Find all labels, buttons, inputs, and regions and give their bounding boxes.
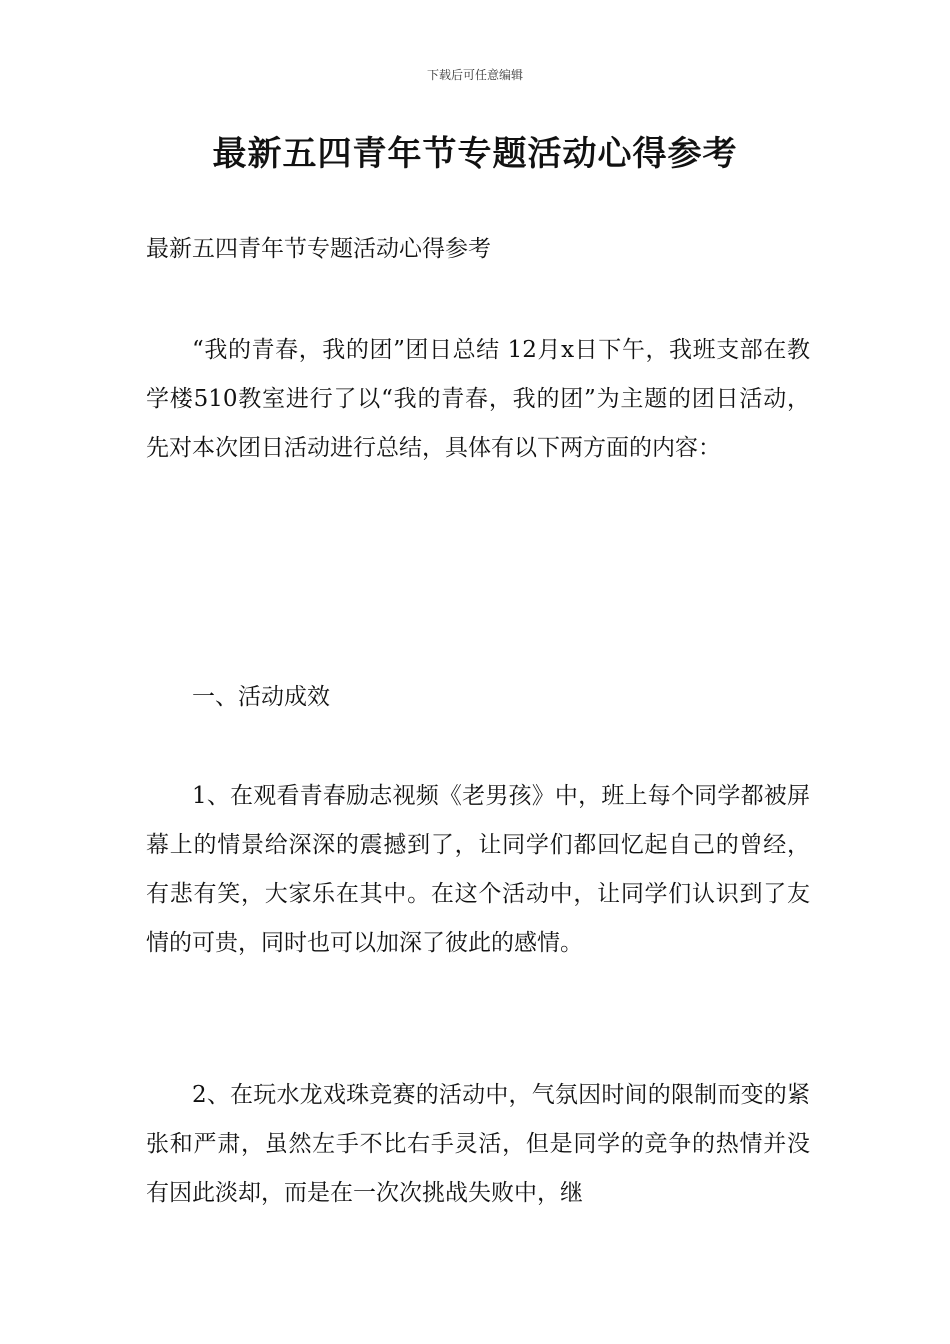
paragraph-intro: “我的青春，我的团”团日总结 12月x日下午，我班支部在教学楼510教室进行了以“我的青春，我的团”为主题的团日活动，先对本次团日活动进行总结，具体有以下两方面的内容： [146,337,810,461]
section-heading-results: 一、活动成效 [192,684,330,710]
document-title: 最新五四青年节专题活动心得参考 [212,134,738,174]
paragraph-item-2: 2、在玩水龙戏珠竞赛的活动中，气氛因时间的限制而变的紧张和严肃，虽然左手不比右手灵活，但是同学的竞争的热情并没有因此淡却，而是在一次次挑战失败中，继 [146,1082,810,1206]
paragraph-item-1: 1、在观看青春励志视频《老男孩》中，班上每个同学都被屏幕上的情景给深深的震撼到了，让同学们都回忆起自己的曾经，有悲有笑，大家乐在其中。在这个活动中，让同学们认识到了友情的可贵，同时也可以加深了彼此的感情。 [146,783,810,956]
document-subtitle: 最新五四青年节专题活动心得参考 [146,236,491,262]
header-note: 下载后可任意编辑 [426,68,523,82]
